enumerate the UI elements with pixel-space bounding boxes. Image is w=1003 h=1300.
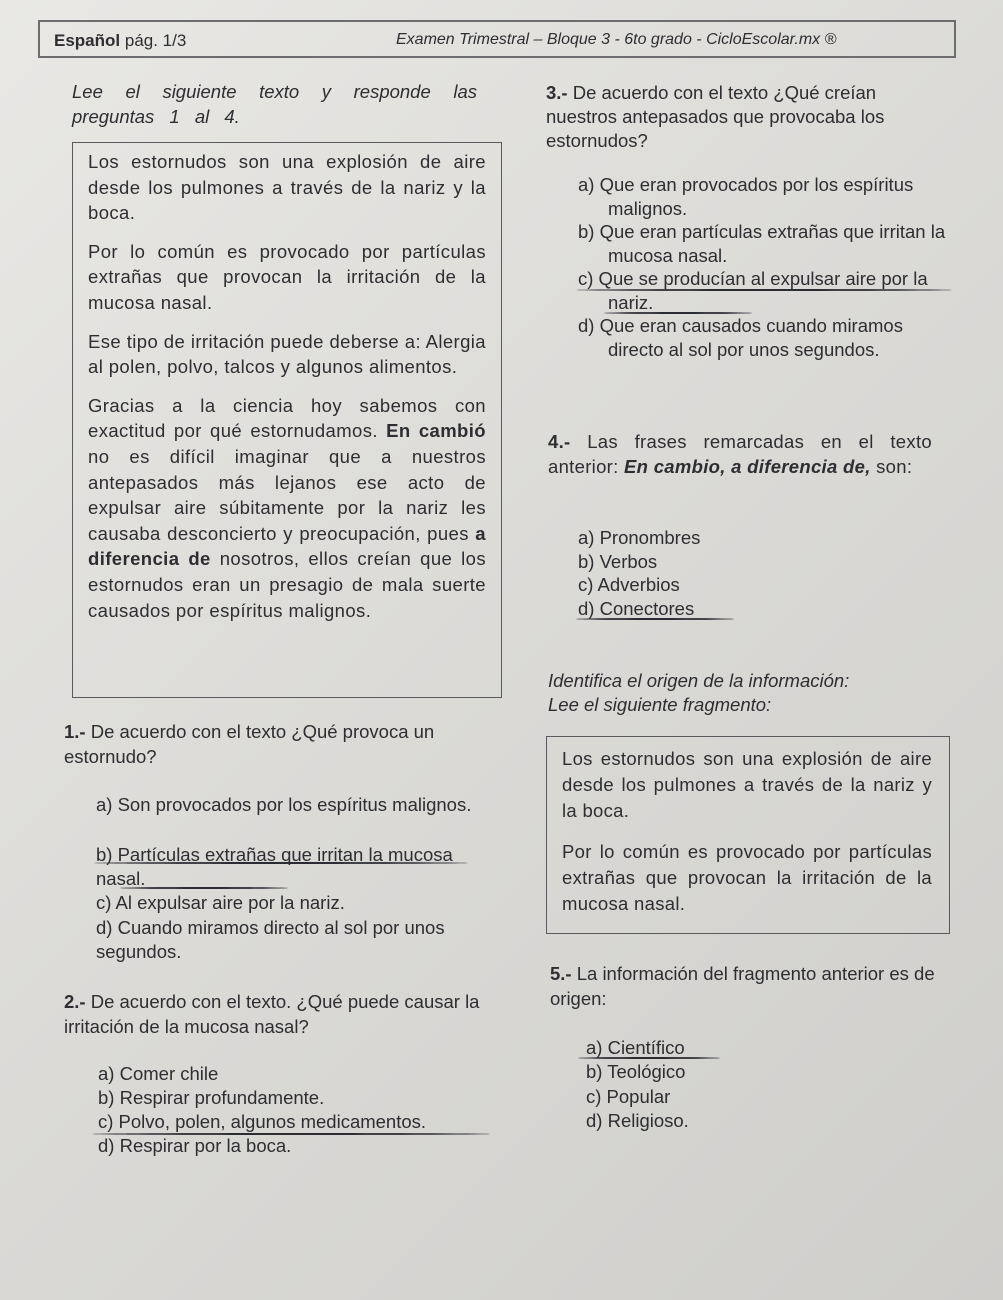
- fragment-paragraph-2: Por lo común es provocado por partículas extrañas que provocan la irritación de la mucosa nasal.: [562, 841, 932, 914]
- exam-header: [38, 20, 956, 58]
- q4-option-d[interactable]: d) Conectores: [578, 598, 695, 619]
- reading-paragraph-2: Por lo común es provocado por partículas extrañas que provocan la irritación de la mucosa nasal.: [88, 240, 486, 313]
- q5-option-a[interactable]: a) Científico: [586, 1037, 685, 1058]
- fragment-paragraph-1: Los estornudos son una explosión de aire desde los pulmones a través de la nariz y la boca.: [562, 748, 932, 821]
- q5-option-d[interactable]: d) Religioso.: [586, 1110, 689, 1131]
- q1-option-c[interactable]: c) Al expulsar aire por la nariz.: [96, 892, 345, 913]
- question-5: 5.- La información del fragmento anterior es de origen:: [550, 963, 935, 1009]
- q3-option-b[interactable]: b) Que eran partículas extrañas que irritan la mucosa nasal.: [578, 221, 946, 266]
- q4-option-b[interactable]: b) Verbos: [578, 551, 658, 572]
- q3-option-a[interactable]: a) Que eran provocados por los espíritus malignos.: [578, 174, 914, 219]
- section-subtitle: Lee el siguiente fragmento:: [548, 694, 772, 715]
- answer-underline-q3: [576, 289, 952, 291]
- header-page: pág. 1/3: [124, 31, 187, 50]
- question-4: 4.- Las frases remarcadas en el texto anterior: En cambio, a diferencia de, son:: [548, 431, 932, 477]
- reading-paragraph-1: Los estornudos son una explosión de aire desde los pulmones a través de la nariz y la boca.: [88, 151, 486, 224]
- header-title: Examen Trimestral – Bloque 3 - 6to grado - CicloEscolar.mx ®: [396, 31, 837, 48]
- highlighted-phrase-1: En cambió: [386, 420, 486, 442]
- fragment-text: [562, 746, 932, 917]
- highlighted-phrases: En cambio, a diferencia de,: [624, 455, 871, 477]
- q1-option-d[interactable]: d) Cuando miramos directo al sol por unos segundos.: [96, 917, 445, 962]
- answer-underline-q2: [92, 1133, 490, 1135]
- header-subject: Español pág. 1/3: [54, 31, 187, 50]
- q4-option-a[interactable]: a) Pronombres: [578, 527, 701, 548]
- question-2: 2.- De acuerdo con el texto. ¿Qué puede causar la irritación de la mucosa nasal?: [64, 991, 480, 1037]
- reading-text: [88, 149, 486, 623]
- answer-underline-q1b: [120, 887, 288, 889]
- answer-underline-q3b: [604, 312, 752, 314]
- q1-option-b[interactable]: b) Partículas extrañas que irritan la mucosa nasal.: [96, 844, 453, 889]
- q3-option-d[interactable]: d) Que eran causados cuando miramos directo al sol por unos segundos.: [578, 315, 903, 360]
- highlighted-phrase-2: a diferencia de: [88, 522, 486, 570]
- q2-option-a[interactable]: a) Comer chile: [98, 1063, 219, 1084]
- q2-option-d[interactable]: d) Respirar por la boca.: [98, 1135, 292, 1156]
- question-3: 3.- De acuerdo con el texto ¿Qué creían nuestros antepasados que provocaba los estornudos?: [546, 82, 885, 151]
- q5-option-b[interactable]: b) Teológico: [586, 1061, 686, 1082]
- reading-paragraph-4: Gracias a la ciencia hoy sabemos con exactitud por qué estornudamos. En cambió no es difícil imaginar que a nuestros antepasados más lejanos ese acto de expulsar aire súbitamente por la nariz les causaba desconcierto y preocupación, pues a diferencia de nosotros, ellos creían que los estornudos eran un presagio de mala suerte causados por espíritus malignos.: [88, 394, 487, 621]
- q5-option-c[interactable]: c) Popular: [586, 1086, 671, 1107]
- section-title: Identifica el origen de la información:: [548, 670, 850, 691]
- instruction: Lee el siguiente texto y responde las preguntas 1 al 4.: [72, 81, 477, 127]
- q2-option-b[interactable]: b) Respirar profundamente.: [98, 1087, 325, 1108]
- q3-option-c[interactable]: c) Que se producían al expulsar aire por la nariz.: [578, 268, 928, 313]
- answer-underline-q1: [94, 862, 468, 864]
- answer-underline-q5: [578, 1057, 720, 1059]
- answer-underline-q4: [576, 618, 734, 620]
- q1-option-a[interactable]: a) Son provocados por los espíritus malignos.: [96, 794, 472, 815]
- reading-paragraph-3: Ese tipo de irritación puede deberse a: Alergia al polen, polvo, talcos y algunos alimentos.: [88, 330, 486, 378]
- q2-option-c[interactable]: c) Polvo, polen, algunos medicamentos.: [98, 1111, 427, 1132]
- question-1: 1.- De acuerdo con el texto ¿Qué provoca un estornudo?: [64, 721, 435, 767]
- q4-option-c[interactable]: c) Adverbios: [578, 574, 680, 595]
